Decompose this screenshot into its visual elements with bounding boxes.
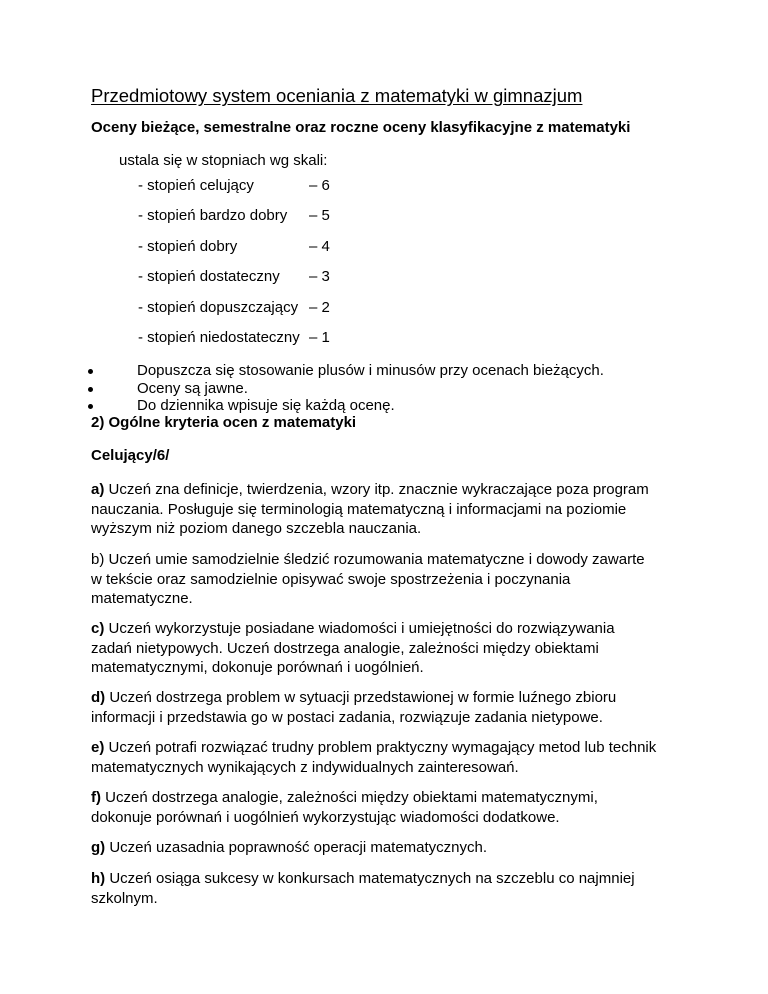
criterion-line: szkolnym. bbox=[91, 889, 158, 907]
criterion-line: w tekście oraz samodzielnie opisywać swoje spostrzeżenia i poczynania bbox=[91, 570, 571, 588]
criterion-f bbox=[91, 788, 691, 827]
grade-label-5: - stopień bardzo dobry bbox=[138, 207, 288, 224]
bullet-item: Do dziennika wpisuje się każdą ocenę. bbox=[137, 397, 395, 414]
criterion-c bbox=[91, 619, 691, 678]
grade-label-4: - stopień dobry bbox=[138, 238, 238, 255]
grade-value-2: – 2 bbox=[309, 299, 330, 316]
grade-value-4: – 4 bbox=[309, 238, 330, 255]
grade-label-1: - stopień niedostateczny bbox=[138, 329, 300, 346]
criterion-line: matematyczne. bbox=[91, 590, 193, 607]
criterion-line: Uczeń umie samodzielnie śledzić rozumowania matematyczne i dowody zawarte bbox=[108, 551, 645, 568]
grade-scale-intro: ustala się w stopniach wg skali: bbox=[119, 152, 328, 169]
criterion-letter: a) bbox=[91, 481, 105, 498]
criterion-line: dokonuje porównań i uogólnień wykorzystując wiadomości dodatkowe. bbox=[91, 808, 560, 826]
criterion-line: wyższym niż poziom danego szczebla nauczania. bbox=[91, 520, 422, 537]
criterion-line: Uczeń potrafi rozwiązać trudny problem praktyczny wymagający metod lub technik bbox=[108, 739, 657, 756]
criterion-g bbox=[91, 838, 691, 858]
document-title: Przedmiotowy system oceniania z matematyki w gimnazjum bbox=[91, 85, 583, 106]
criterion-h bbox=[91, 869, 691, 908]
bullet-dot-icon bbox=[88, 387, 93, 392]
section-heading: 2) Ogólne kryteria ocen z matematyki bbox=[91, 414, 357, 431]
grade-value-5: – 5 bbox=[309, 207, 330, 224]
criterion-letter: c) bbox=[91, 620, 105, 637]
criterion-letter: b) bbox=[91, 551, 105, 568]
criterion-line: Uczeń dostrzega problem w sytuacji przedstawionej w formie luźnego zbioru bbox=[109, 689, 617, 706]
criterion-line: Uczeń wykorzystuje posiadane wiadomości i umiejętności do rozwiązywania bbox=[108, 620, 615, 637]
grade-heading: Celujący/6/ bbox=[91, 447, 170, 464]
grade-value-6: – 6 bbox=[309, 177, 330, 194]
criterion-letter: e) bbox=[91, 739, 105, 756]
grade-value-3: – 3 bbox=[309, 268, 330, 285]
criterion-line: nauczania. Posługuje się terminologią matematyczną i informacjami na poziomie bbox=[91, 500, 627, 518]
criterion-line: matematycznymi, dokonuje porównań i uogólnień. bbox=[91, 659, 424, 676]
bullet-item: Dopuszcza się stosowanie plusów i minusów przy ocenach bieżących. bbox=[137, 362, 604, 379]
criterion-letter: g) bbox=[91, 839, 106, 856]
criterion-a bbox=[91, 480, 691, 539]
bullet-dot-icon bbox=[88, 404, 93, 409]
criterion-letter: h) bbox=[91, 870, 106, 887]
grade-value-1: – 1 bbox=[309, 329, 330, 346]
criterion-line: Uczeń uzasadnia poprawność operacji matematycznych. bbox=[109, 839, 488, 856]
bullet-dot-icon bbox=[88, 369, 93, 374]
criterion-letter: f) bbox=[91, 789, 101, 806]
document-subtitle: Oceny bieżące, semestralne oraz roczne oceny klasyfikacyjne z matematyki bbox=[91, 119, 631, 136]
bullet-item: Oceny są jawne. bbox=[137, 380, 248, 397]
criterion-letter: d) bbox=[91, 689, 106, 706]
criterion-e bbox=[91, 738, 691, 777]
grade-label-6: - stopień celujący bbox=[138, 177, 254, 194]
criterion-line: zadań nietypowych. Uczeń dostrzega analogie, zależności między obiektami bbox=[91, 639, 599, 657]
grade-label-2: - stopień dopuszczający bbox=[138, 299, 299, 316]
criterion-b bbox=[91, 550, 691, 609]
criterion-line: Uczeń dostrzega analogie, zależności między obiektami matematycznymi, bbox=[105, 789, 598, 806]
grade-label-3: - stopień dostateczny bbox=[138, 268, 280, 285]
criterion-line: informacji i przedstawia go w postaci zadania, rozwiązuje zadania nietypowe. bbox=[91, 708, 603, 726]
criterion-d bbox=[91, 688, 691, 727]
criterion-line: Uczeń zna definicje, twierdzenia, wzory itp. znacznie wykraczające poza program bbox=[108, 481, 649, 498]
criterion-line: Uczeń osiąga sukcesy w konkursach matematycznych na szczeblu co najmniej bbox=[109, 870, 635, 887]
criterion-line: matematycznych wynikających z indywidualnych zainteresowań. bbox=[91, 758, 519, 776]
